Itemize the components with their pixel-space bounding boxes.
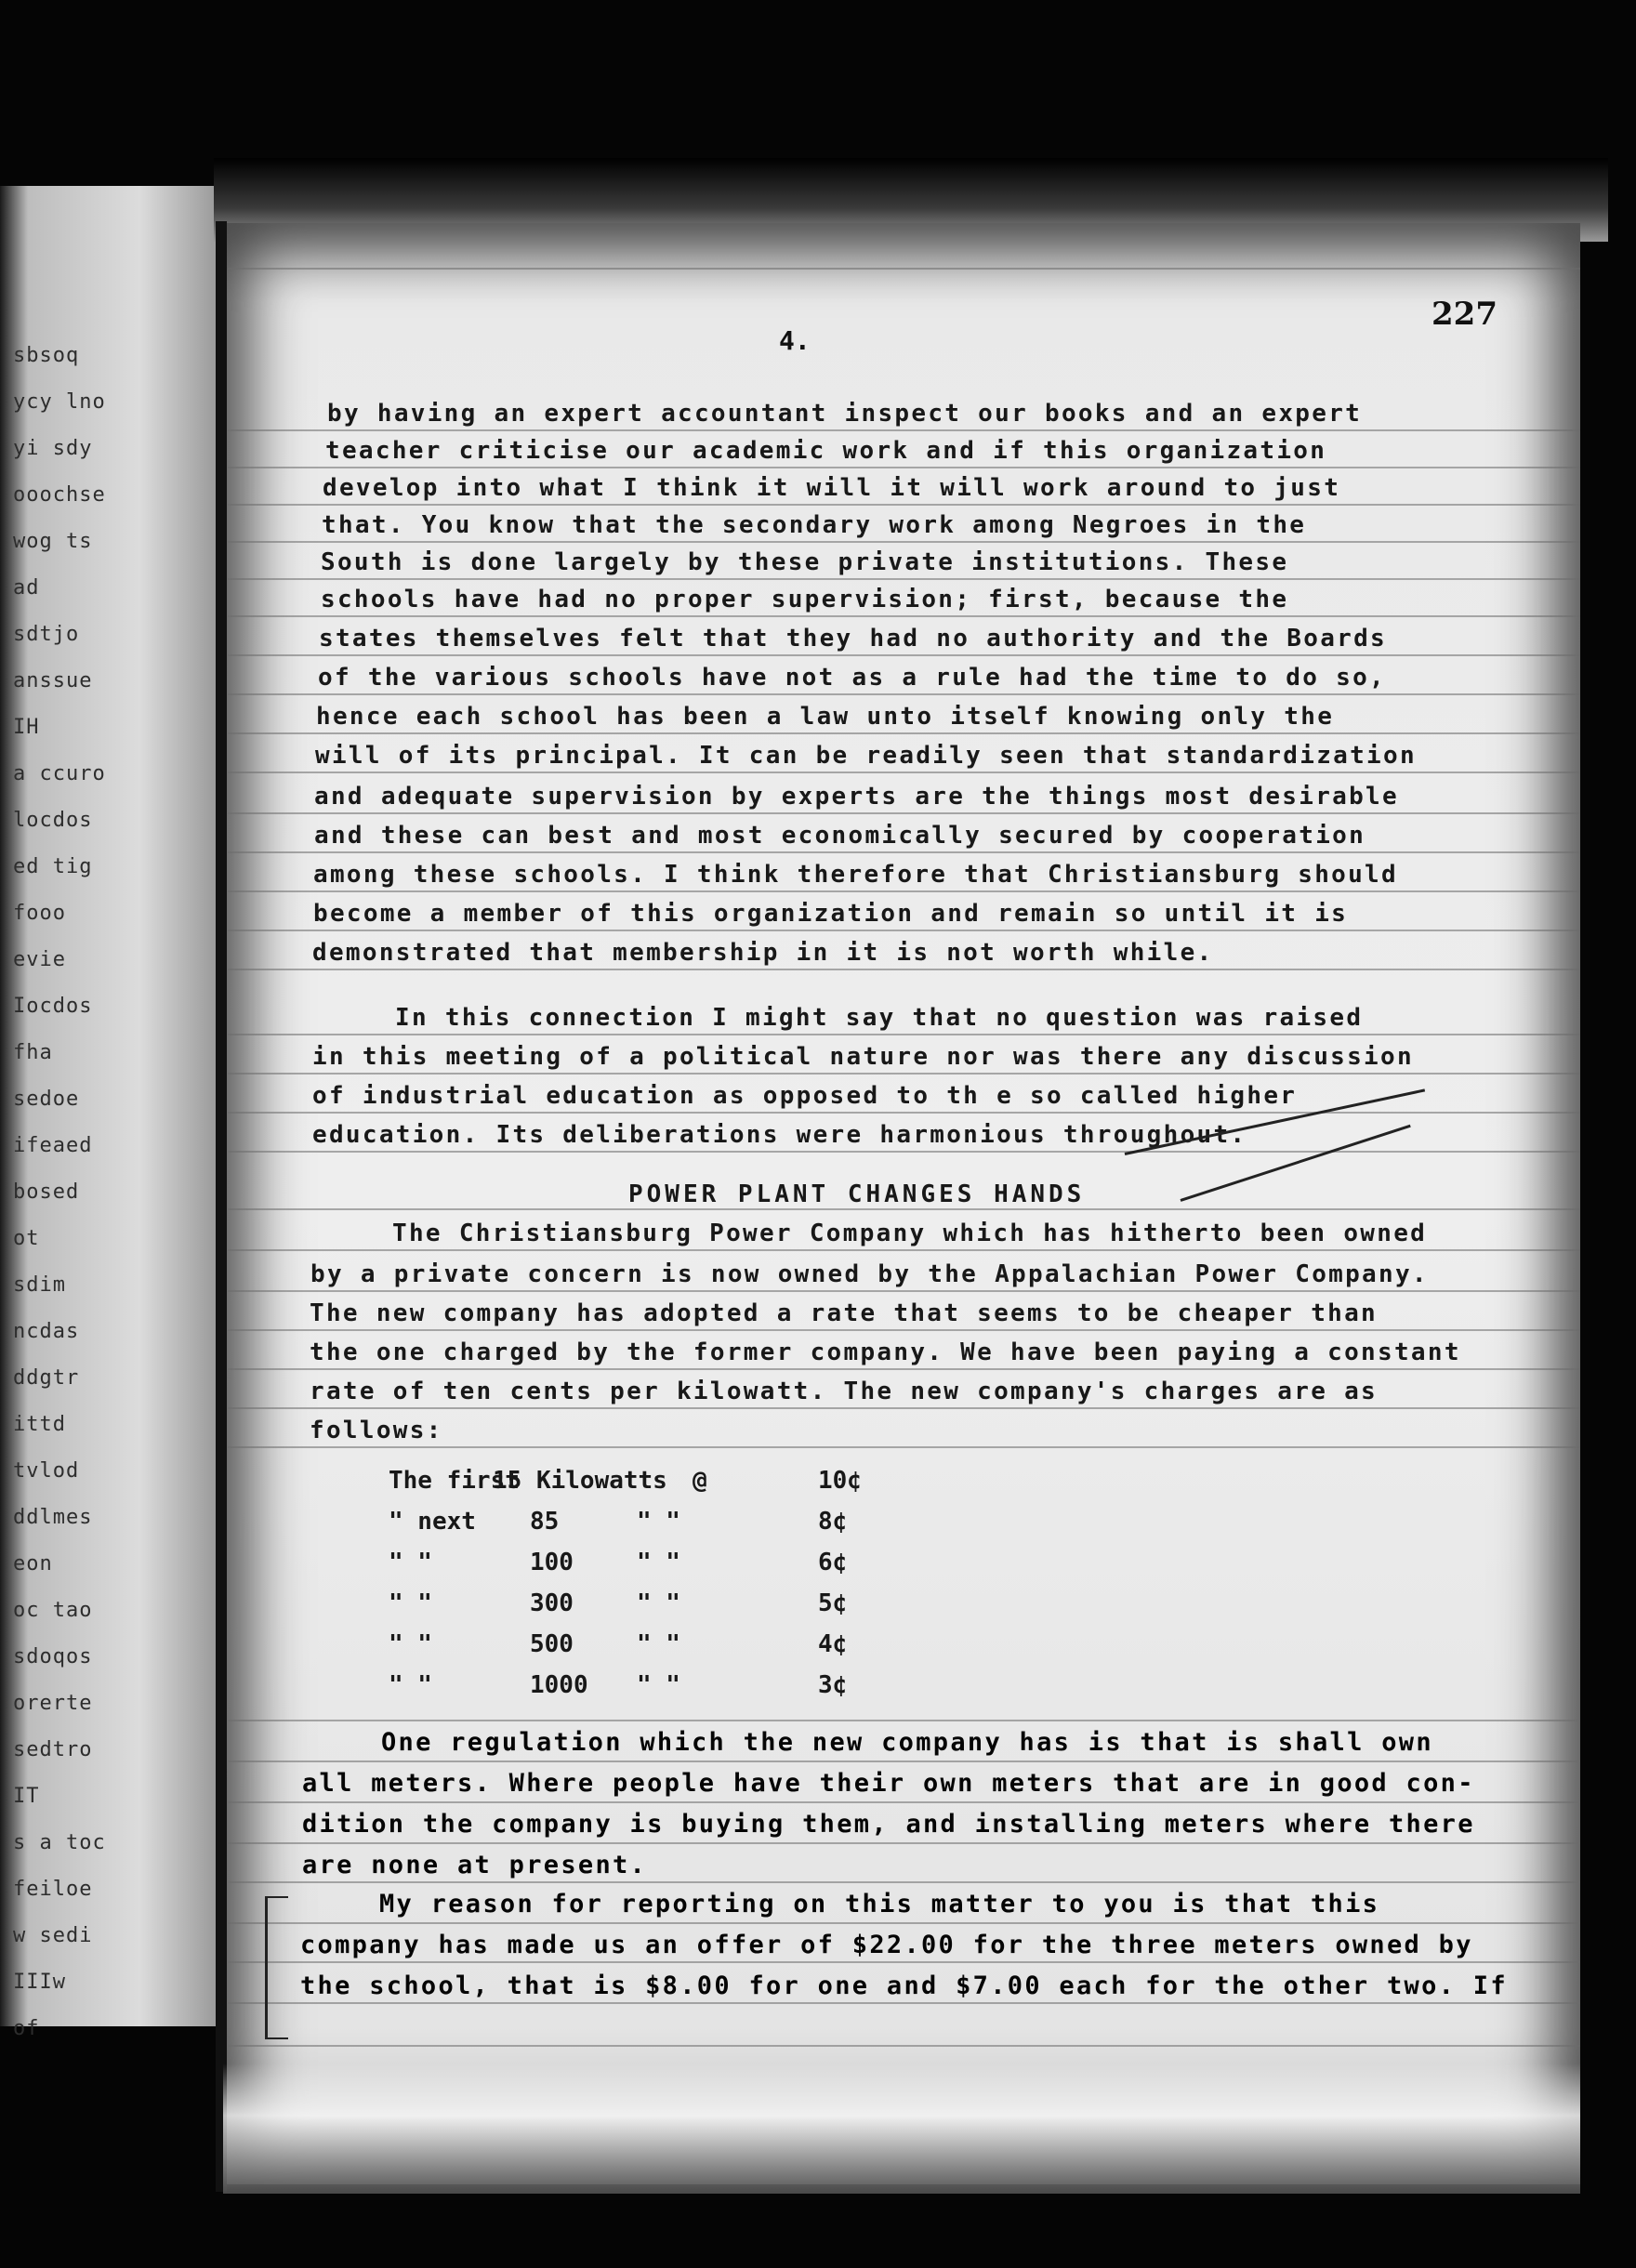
back-page-fragment: ddlmes (13, 1506, 93, 1529)
back-page-fragment: ot (13, 1227, 40, 1250)
back-page-fragment: locdos (13, 809, 93, 832)
rate-cell: 8¢ (818, 1508, 848, 1536)
rate-cell: 1000 (530, 1671, 588, 1699)
ruled-line (228, 969, 1580, 970)
back-page-fragment: IH (13, 716, 40, 739)
text-line: company has made us an offer of $22.00 for the three meters owned by (300, 1931, 1473, 1959)
back-page-fragment: ad (13, 576, 40, 600)
text-line: demonstrated that membership in it is not worth while. (312, 939, 1214, 967)
ruled-line (228, 1801, 1580, 1803)
back-page-fragment: ooochse (13, 483, 106, 507)
ruled-line (228, 930, 1580, 931)
rate-cell: " " (637, 1508, 680, 1536)
back-page-fragment: fha (13, 1041, 53, 1064)
text-line: dition the company is buying them, and installing meters where there (302, 1810, 1475, 1839)
rate-cell: 3¢ (818, 1671, 848, 1699)
text-line: South is done largely by these private institutions. These (321, 548, 1289, 576)
ruled-line (228, 890, 1580, 892)
back-page-fragment: sedoe (13, 1088, 80, 1111)
ruled-line (228, 1034, 1580, 1035)
text-line: are none at present. (302, 1851, 648, 1879)
rate-cell: " " (637, 1671, 680, 1699)
back-page-fragment: w sedi (13, 1924, 93, 1947)
back-page-fragment: wog ts (13, 530, 93, 553)
rate-cell: 100 (530, 1549, 574, 1576)
text-line: become a member of this organization and remain so until it is (313, 900, 1349, 928)
text-line: follows: (310, 1417, 443, 1444)
text-line: rate of ten cents per kilowatt. The new company's charges are as (310, 1378, 1379, 1405)
rate-cell: " " (637, 1589, 680, 1617)
back-page-fragment: feiloe (13, 1878, 93, 1901)
back-page-fragment: fooo (13, 902, 66, 925)
back-page-fragment: eon (13, 1552, 53, 1576)
ruled-line (228, 732, 1580, 734)
ruled-line (228, 1842, 1580, 1844)
text-line: and adequate supervision by experts are the things most desirable (314, 783, 1399, 811)
text-line: the one charged by the former company. We have been paying a constant (310, 1338, 1461, 1366)
ruled-line (228, 268, 1580, 270)
ruled-line (228, 1329, 1580, 1331)
rate-cell: 5¢ (818, 1589, 848, 1617)
ruled-line (228, 429, 1580, 431)
back-page-fragment: oc tao (13, 1599, 93, 1622)
back-page-fragment: ycy lno (13, 390, 106, 414)
text-line: schools have had no proper supervision; first, because the (321, 586, 1289, 613)
rate-cell: 4¢ (818, 1630, 848, 1658)
back-page-fragment: sdtjo (13, 623, 80, 646)
back-page-fragment: yi sdy (13, 437, 93, 460)
text-line: by having an expert accountant inspect our books and an expert (327, 400, 1363, 428)
back-page-fragment: IT (13, 1785, 40, 1808)
text-line: and these can best and most economically secured by cooperation (314, 822, 1366, 850)
text-line: teacher criticise our academic work and if this organization (325, 437, 1327, 465)
back-page-fragment: sdoqos (13, 1645, 93, 1668)
rate-cell: 10¢ (818, 1467, 862, 1495)
rate-cell: " " (389, 1589, 432, 1617)
archive-page-stamp: 227 (1432, 296, 1497, 333)
margin-bracket (265, 1896, 288, 2039)
text-line: in this meeting of a political nature nor was there any discussion (312, 1043, 1414, 1071)
back-page-fragment: evie (13, 948, 66, 971)
sheet-left-edge (216, 221, 227, 2192)
back-page-fragment: bosed (13, 1180, 80, 1204)
ruled-line (228, 541, 1580, 543)
back-page-fragment: s a toc (13, 1831, 106, 1854)
rate-cell: " " (637, 1630, 680, 1658)
text-line: of the various schools have not as a rule had the time to do so, (318, 664, 1387, 692)
ruled-line (228, 1290, 1580, 1292)
text-line: the school, that is $8.00 for one and $7.00 each for the other two. If (300, 1971, 1508, 2000)
text-line: of industrial education as opposed to th e so called higher (312, 1082, 1298, 1110)
rate-cell: @ (693, 1467, 707, 1495)
back-page-fragment: ddgtr (13, 1366, 80, 1390)
ruled-line (228, 1446, 1580, 1448)
ruled-line (228, 654, 1580, 656)
ruled-line (228, 1249, 1580, 1251)
rate-cell: " " (637, 1549, 680, 1576)
ruled-line (228, 851, 1580, 853)
back-page-fragment: ittd (13, 1413, 66, 1436)
ruled-line (228, 615, 1580, 617)
back-page-fragment: Iocdos (13, 995, 93, 1018)
text-line: by a private concern is now owned by the Appalachian Power Company. (310, 1260, 1429, 1288)
text-line: My reason for reporting on this matter to you is that this (379, 1890, 1380, 1919)
back-page-fragment: ifeaed (13, 1134, 93, 1157)
text-line: states themselves felt that they had no authority and the Boards (319, 625, 1388, 653)
text-line: The Christiansburg Power Company which has hitherto been owned (392, 1220, 1428, 1247)
back-page-fragment: a ccuro (13, 762, 106, 785)
rate-cell: " " (389, 1630, 432, 1658)
ruled-line (228, 693, 1580, 695)
text-line: all meters. Where people have their own meters that are in good con- (302, 1769, 1475, 1798)
ruled-line (228, 1922, 1580, 1924)
ruled-line (228, 1961, 1580, 1963)
back-page-fragment: of (13, 2017, 40, 2040)
scan-bottom-glare (223, 2064, 1580, 2194)
rate-cell: " " (389, 1671, 432, 1699)
text-line: In this connection I might say that no question was raised (395, 1004, 1364, 1032)
ruled-line (228, 1407, 1580, 1409)
ruled-line (228, 1368, 1580, 1370)
section-heading: POWER PLANT CHANGES HANDS (628, 1180, 1086, 1208)
rate-cell: 85 (530, 1508, 560, 1536)
text-line: The new company has adopted a rate that seems to be cheaper than (310, 1299, 1379, 1327)
text-line: One regulation which the new company has is that is shall own (381, 1728, 1433, 1757)
ruled-line (228, 1881, 1580, 1883)
ruled-line (228, 2045, 1580, 2047)
ruled-line (228, 2002, 1580, 2004)
back-page-fragment: sedtro (13, 1738, 93, 1761)
back-page-fragment: sbsoq (13, 344, 80, 367)
ruled-line (228, 467, 1580, 468)
ruled-line (228, 504, 1580, 506)
ruled-line (228, 1760, 1580, 1762)
text-line: hence each school has been a law unto itself knowing only the (316, 703, 1335, 731)
ruled-line (228, 812, 1580, 814)
back-page-fragment: ncdas (13, 1320, 80, 1343)
rate-cell: 6¢ (818, 1549, 848, 1576)
ruled-line (228, 1112, 1580, 1114)
back-page-fragment: anssue (13, 669, 93, 692)
ruled-line (228, 1151, 1580, 1153)
rate-cell: " " (389, 1549, 432, 1576)
back-page-fragment: orerte (13, 1692, 93, 1715)
ruled-line (228, 1208, 1580, 1210)
back-page-fragment: IIIw (13, 1971, 66, 1994)
back-page-fragment: ed tig (13, 855, 93, 878)
rate-cell: " next (389, 1508, 476, 1536)
rate-cell: 300 (530, 1589, 574, 1617)
ruled-line (228, 1073, 1580, 1075)
back-page-fragment: sdim (13, 1273, 66, 1297)
text-line: that. You know that the secondary work among Negroes in the (322, 511, 1307, 539)
rate-cell: The first (389, 1467, 520, 1495)
ruled-line (228, 1720, 1580, 1721)
ruled-line (228, 578, 1580, 580)
text-line: among these schools. I think therefore that Christiansburg should (313, 861, 1398, 889)
underlying-page (0, 186, 232, 2040)
rate-cell: 500 (530, 1630, 574, 1658)
rate-cell: 15 Kilowatts (493, 1467, 667, 1495)
page-number: 4. (779, 325, 811, 356)
back-page-fragment: tvlod (13, 1459, 80, 1483)
text-line: will of its principal. It can be readily seen that standardization (315, 742, 1417, 770)
text-line: develop into what I think it will it will work around to just (323, 474, 1341, 502)
ruled-line (228, 771, 1580, 773)
text-line: education. Its deliberations were harmonious throughout. (312, 1121, 1247, 1149)
